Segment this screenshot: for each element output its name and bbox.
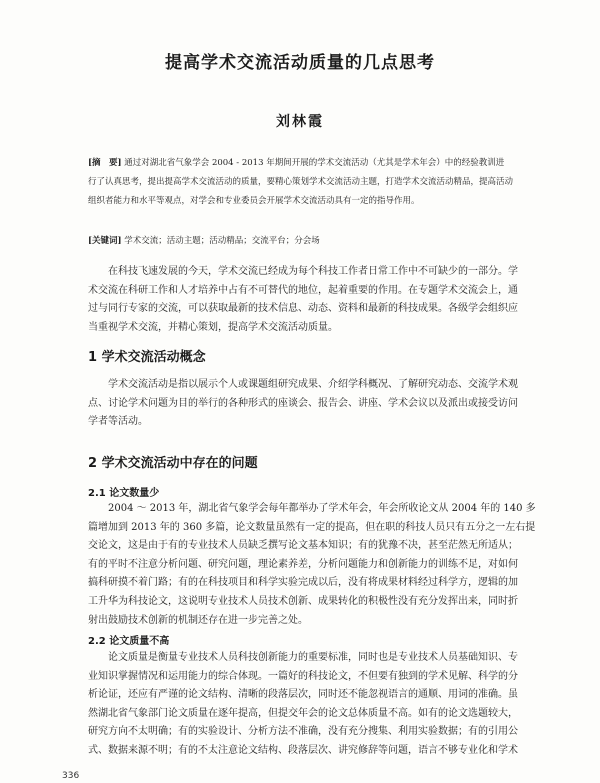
subsection-heading-2-1: 2.1 论文数量少: [88, 488, 160, 499]
abstract-line: 组织者能力和水平等观点，对学会和专业委员会开展学术交流活动具有一定的指导作用。: [88, 196, 420, 206]
subsection-heading-2-2: 2.2 论文质量不高: [88, 636, 170, 647]
abstract-label: [摘 要]: [88, 158, 122, 168]
section-heading-1: 1 学术交流活动概念: [88, 350, 206, 365]
abstract-line: 行了认真思考，提出提高学术交流活动的质量，要精心策划学术交流活动主题，打造学术交流活动精品，提高活动: [88, 177, 514, 187]
paper-title: 提高学术交流活动质量的几点思考: [165, 53, 435, 73]
author-name: 刘林霞: [276, 114, 324, 130]
section1-paragraph: 学术交流活动是指以展示个人或课题组研究成果、介绍学科概况、了解研究动态、交流学术观 点、讨论学术问题为目的举行的各种形式的座谈会、报告会、讲座、学术会议以及派出或接受访问 学者等活动。: [88, 379, 518, 428]
section-heading-2: 2 学术交流活动中存在的问题: [88, 456, 258, 471]
intro-paragraph: 在科技飞速发展的今天，学术交流已经成为每个科技工作者日常工作中不可缺少的一部分。学 术交流在科研工作和人才培养中占有不可替代的地位，起着重要的作用。在专题学术交流会上，通 过与同行专家的交流，可以获取最新的技术信息、动态、资料和最新的科技成果。各级学会组织应 当重视学术交流，并精心策划，提高学术交流活动质量。: [88, 266, 518, 333]
page-number: 336: [62, 771, 80, 781]
section2-1-paragraph: 2004 ～ 2013 年，湖北省气象学会每年都举办了学术年会，年会所收论文从 2004 年的 140 多 篇增加到 2013 年的 360 多篇，论文数量虽然有一定的提高，但在职的科技人员只有五分之一左右提 交论文，这是由于有的专业技术人员缺乏撰写论文基本知识；有的犹豫不决，甚至茫然无所适从； 有的平时不注意分析问题、研究问题，理论素养差，分析问题能力和创新能力的训练不足，对如何 搞科研摸不着门路；有的在科技项目和科学实验完成以后，没有将成果材料经过科学方，逻辑的加 工升华为科技论文，这说明专业技术人员技术创新、成果转化的积极性没有充分发挥出来，同时折 射出鼓励技术创新的机制还存在进一步完善之处。: [88, 503, 536, 626]
abstract-line: [摘 要] 通过对湖北省气象学会 2004 - 2013 年期间开展的学术交流活动（尤其是学术年会）中的经验教训进: [88, 158, 505, 168]
abstract: [88, 154, 544, 211]
keywords-text: 学术交流；活动主题；活动精品；交流平台；分会场: [124, 236, 320, 246]
section2-2-paragraph: 论文质量是衡量专业技术人员科技创新能力的重要标准，同时也是专业技术人员基础知识、专 业知识掌握情况和运用能力的综合体现。一篇好的科技论文，不但要有独到的学术见解、科学的分 析论证，还应有严谨的论文结构、清晰的段落层次，同时还不能忽视语言的通顺、用词的准确。虽 然湖北省气象部门论文质量在逐年提高，但提交年会的论文总体质量不高。如有的论文选题较大， 研究方向不太明确；有的实验设计、分析方法不准确，没有充分搜集、利用实验数据；有的引用公 式、数据来源不明；有的不太注意论文结构、段落层次、讲究修辞等问题，语言不够专业化和学术: [88, 652, 518, 756]
keywords: [88, 232, 544, 251]
keywords-label: [关键词]: [88, 236, 122, 246]
